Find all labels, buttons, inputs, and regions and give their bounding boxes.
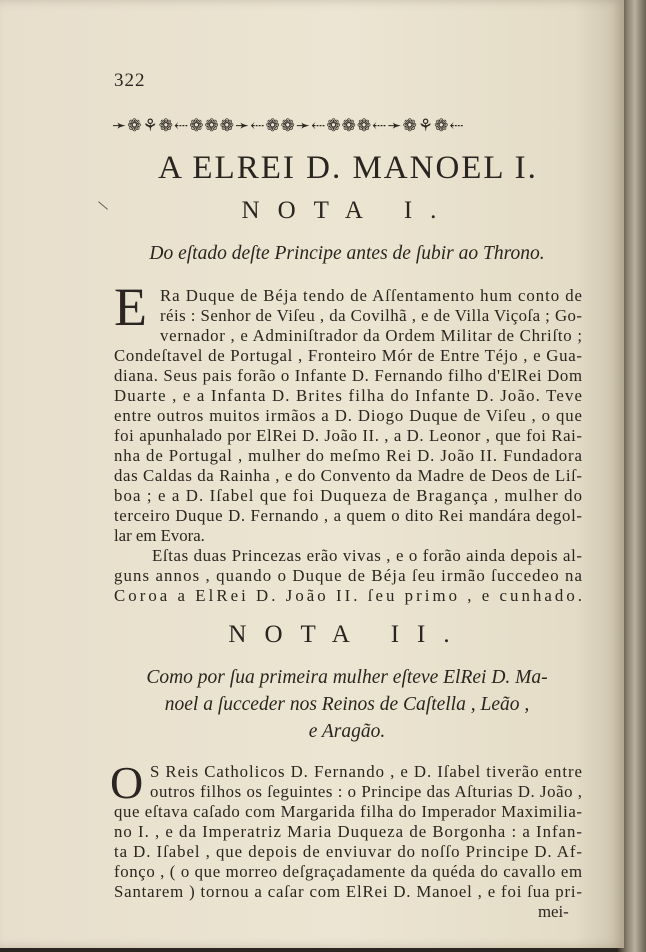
nota-2-line: Santarem ) tornou a caſar com ElRei D. Manoel , e foi ſua pri- bbox=[114, 882, 583, 901]
nota-1-line: Eſtas duas Princezas erão vivas , e o forão ainda depois al- bbox=[152, 546, 583, 565]
nota-1-line: lar em Evora. bbox=[114, 526, 205, 545]
nota-1-dropcap: E bbox=[114, 277, 147, 337]
nota-2-subtitle-line: Como por ſua primeira mulher eſteve ElRei D. Ma- bbox=[146, 667, 548, 688]
nota-1-line: Ra Duque de Béja tendo de Aſſentamento hum conto de bbox=[160, 286, 583, 305]
nota-1-subtitle: Do eſtado deſte Principe antes de ſubir ao Throno. bbox=[149, 243, 545, 264]
nota-1-line: entre outros muitos irmãos a D. Diogo Duque de Viſeu , o que bbox=[114, 406, 583, 425]
nota-1-heading: NOTA I. bbox=[241, 197, 455, 224]
page-title: A ELREI D. MANOEL I. bbox=[158, 150, 538, 186]
nota-1-line: foi apunhalado por ElRei D. João II. , a D. Leonor , que foi Rai- bbox=[114, 426, 583, 445]
nota-1-line: Duarte , e a Infanta D. Brites filha do Infante D. João. Teve bbox=[114, 386, 584, 405]
nota-1-line: terceiro Duque D. Fernando , a quem o dito Rei mandára degol- bbox=[114, 506, 583, 525]
nota-1-line: réis : Senhor de Viſeu , da Covilhã , e de Villa Viçoſa ; Go- bbox=[160, 306, 583, 325]
nota-2-line: no I. , e da Imperatriz Maria Duqueza de Borgonha : a Infan- bbox=[114, 822, 583, 841]
page-number: 322 bbox=[114, 70, 146, 91]
nota-1-line: boa ; e a D. Iſabel que foi Duqueza de Bragança , mulher do bbox=[114, 486, 584, 505]
nota-2-line: mei- bbox=[538, 902, 569, 921]
nota-1-line: guns annos , quando o Duque de Béja ſeu irmão ſuccedeo na bbox=[114, 566, 584, 585]
nota-2-line: ta D. Iſabel , que depois de enviuvar do noſſo Principe D. Af- bbox=[114, 842, 583, 861]
nota-1-line: vernador , e Adminiſtrador da Ordem Militar de Chriſto ; bbox=[160, 326, 583, 345]
nota-2-line: que eſtava caſado com Margarida filha do Imperador Maximilia- bbox=[114, 802, 583, 821]
nota-1-line: Condeſtavel de Portugal , Fronteiro Mór de Entre Téjo , e Gua- bbox=[114, 346, 583, 365]
nota-2-subtitle-line: noel a ſucceder nos Reinos de Caſtella , Leão , bbox=[164, 694, 530, 715]
nota-1-line: Coroa a ElRei D. João II. ſeu primo , e cunhado. bbox=[114, 586, 586, 605]
nota-2-dropcap: O bbox=[110, 757, 144, 808]
nota-2-line: outros filhos os ſeguintes : o Principe das Aſturias D. João , bbox=[150, 782, 583, 801]
nota-2-heading: NOTA II. bbox=[228, 621, 468, 648]
nota-2-line: fonço , ( o que morreo deſgraçadamente da quéda do cavallo em bbox=[114, 862, 583, 881]
nota-1-line: nha de Portugal , mulher do meſmo Rei D. João II. Fundadora bbox=[114, 446, 583, 465]
nota-1-line: diana. Seus pais forão o Infante D. Fernando filho d'ElRei Dom bbox=[114, 366, 583, 385]
stray-mark bbox=[98, 201, 108, 209]
nota-2-line: S Reis Catholicos D. Fernando , e D. Iſabel tiverão entre bbox=[150, 762, 583, 781]
ornamental-rule: ➛❁⚘❁⇠❁❁❁➛⇠❁❁➛⇠❁❁❁⇠➛❁⚘❁⇠ bbox=[112, 116, 465, 135]
nota-2-subtitle-line: e Aragão. bbox=[308, 721, 386, 742]
nota-1-line: das Caldas da Rainha , e do Convento da Madre de Deos de Liſ- bbox=[114, 466, 583, 485]
